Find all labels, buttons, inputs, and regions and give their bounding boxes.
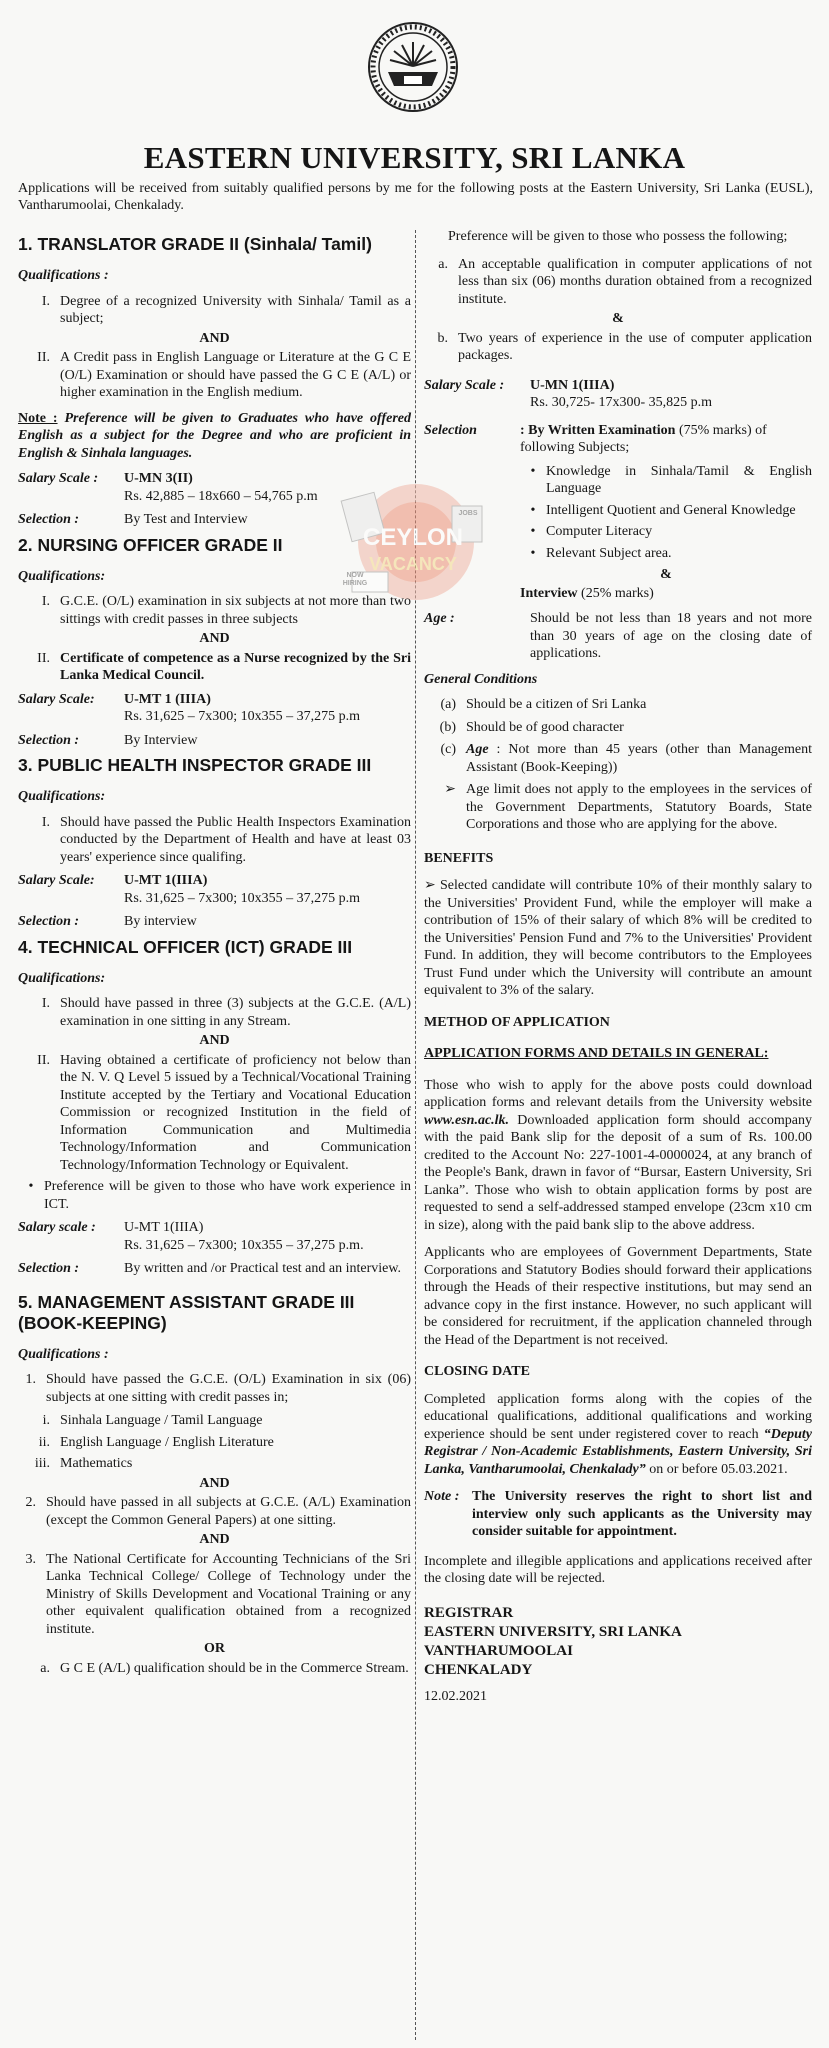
list-item (18, 1371, 411, 1406)
selection-label: Selection : (18, 1261, 80, 1276)
item-number: 2. (25, 1495, 36, 1510)
selection-row (424, 422, 812, 457)
watermark-tag-hiring: HIRING (342, 580, 368, 587)
item-number: a. (438, 256, 448, 272)
ampersand-separator: & (660, 567, 672, 582)
item-number: i. (42, 1413, 50, 1428)
list-item (424, 741, 812, 776)
closing-text-2: on or before 05.03.2021. (645, 1461, 788, 1477)
signature-line: EASTERN UNIVERSITY, SRI LANKA (424, 1623, 682, 1640)
item-text: A Credit pass in English Language or Literature at the G C E (O/L) Examination or should have passed the G C E (A/L) or higher examination in the English medium. (60, 350, 411, 400)
and-separator: AND (199, 330, 230, 346)
salary-label: Salary scale : (18, 1220, 96, 1235)
bullet-item (520, 523, 812, 541)
list-item (18, 349, 411, 402)
forms-text (424, 1077, 812, 1235)
item-text: Should have passed in three (3) subjects at the G.C.E. (A/L) examination in one sitting in any Stream. (60, 996, 411, 1029)
item-number: II. (37, 650, 50, 666)
post-public-health-inspector (18, 755, 411, 931)
selection-value: By Test and Interview (124, 512, 248, 527)
sub-item (18, 1455, 411, 1473)
note-label: Note : (18, 410, 58, 426)
item-number: (b) (439, 719, 456, 735)
subject-list (424, 463, 812, 603)
preference-text: Preference will be given to those who possess the following; (448, 229, 788, 244)
salary-value (124, 691, 411, 726)
bullet-text: Preference will be given to those who have work experience in ICT. (44, 1179, 411, 1212)
bullet-text: Relevant Subject area. (546, 545, 672, 561)
qualifications-label: Qualifications: (18, 568, 106, 584)
item-number: II. (37, 350, 50, 365)
bullet-text: Intelligent Quotient and General Knowledge (546, 502, 796, 518)
item-text: Two years of experience in the use of computer application packages. (458, 330, 812, 363)
forms-title: APPLICATION FORMS AND DETAILS IN GENERAL: (424, 1046, 769, 1061)
signature-line: CHENKALADY (424, 1661, 533, 1678)
post-title: 5. MANAGEMENT ASSISTANT GRADE III (BOOK-KEEPING) (18, 1291, 355, 1333)
salary-label: Salary Scale : (18, 471, 99, 486)
salary-amount: Rs. 30,725- 17x300- 35,825 p.m (530, 395, 712, 410)
item-text: English Language / English Literature (60, 1434, 274, 1450)
arrow-bullet-icon: ➢ (444, 782, 456, 797)
selection-row (18, 732, 411, 750)
list-item (424, 330, 812, 365)
ampersand-separator: & (612, 311, 624, 326)
item-number: I. (41, 814, 50, 830)
note-text: The University reserves the right to short list and interview only such applicants as the University may consider suitable for appointment. (472, 1489, 812, 1539)
list-item (424, 696, 812, 714)
interview-marks: (25% marks) (577, 585, 654, 601)
item-text: Degree of a recognized University with Sinhala/ Tamil as a subject; (60, 293, 411, 326)
note-row (424, 1488, 812, 1541)
list-item (424, 781, 812, 834)
salary-label: Salary Scale: (18, 873, 95, 888)
age-label: Age : (424, 611, 455, 626)
item-text: Should have passed in all subjects at G.C.E. (A/L) Examination (except the Common General Papers) at one sitting. (46, 1495, 411, 1528)
post-management-assistant (18, 1292, 411, 1678)
selection-method: : By Written Examination (520, 422, 676, 438)
item-text: Should have passed the Public Health Inspectors Examination conducted by the Department of Health and have at least 03 years' experience since qualifing. (60, 814, 411, 865)
signature-line: VANTHARUMOOLAI (424, 1642, 573, 1659)
bullet-icon: • (530, 524, 536, 539)
item-text: Certificate of competence as a Nurse recognized by the Sri Lanka Medical Council. (60, 650, 411, 683)
salary-row (18, 691, 411, 726)
salary-label: Salary Scale: (18, 691, 95, 707)
post-translator (18, 234, 411, 529)
watermark-line1: CEYLON (362, 524, 463, 551)
item-text: Sinhala Language / Tamil Language (60, 1413, 263, 1428)
issue-date: 12.02.2021 (424, 1688, 487, 1704)
post-title: 1. TRANSLATOR GRADE II (Sinhala/ Tamil) (18, 234, 372, 254)
item-number: II. (37, 1052, 50, 1068)
selection-value: By Interview (124, 732, 198, 748)
post-title: 2. NURSING OFFICER GRADE II (18, 534, 283, 555)
interview-label: Interview (520, 585, 578, 601)
watermark-tag-jobs: JOBS (458, 510, 478, 517)
age-row (424, 610, 812, 663)
qualifications-label: Qualifications : (18, 268, 109, 283)
salary-code: U-MN 1(IIIA) (530, 377, 615, 393)
list-item (18, 650, 411, 685)
or-separator: OR (204, 1641, 225, 1656)
bullet-item (18, 1178, 411, 1213)
bullet-text: Knowledge in Sinhala/Tamil & English Language (546, 463, 812, 496)
forms-text-1: Those who wish to apply for the above posts could download application forms and relevant details from the University website (424, 1077, 812, 1110)
selection-row (18, 1260, 411, 1278)
item-text: Age limit does not apply to the employees in the services of the Government Departments, Statutory Boards, State Corporations and those who are applying for the above. (466, 782, 812, 832)
selection-label: Selection (424, 422, 477, 438)
list-item (18, 1494, 411, 1529)
website-link[interactable]: www.esn.ac.lk. (424, 1112, 510, 1128)
salary-value (124, 1219, 411, 1254)
age-condition-label: Age (466, 742, 489, 757)
note-text: Preference will be given to Graduates who have offered English as a subject for the Degree and who are proficient in English & Sinhala languages. (18, 410, 411, 461)
salary-amount: Rs. 31,625 – 7x300; 10x355 – 37,275 p.m (124, 890, 361, 906)
closing-text (424, 1391, 812, 1479)
list-item (424, 256, 812, 309)
and-separator: AND (199, 631, 230, 646)
qualifications-label: Qualifications : (18, 1346, 109, 1362)
salary-code: U-MN 3(II) (124, 471, 193, 486)
age-condition-text: : Not more than 45 years (other than Management Assistant (Book-Keeping)) (466, 742, 812, 775)
item-text: Should be a citizen of Sri Lanka (466, 697, 647, 712)
list-item (18, 1551, 411, 1639)
list-item (18, 293, 411, 328)
post-technical-officer (18, 937, 411, 1278)
salary-row (18, 1219, 411, 1254)
item-number: a. (40, 1660, 50, 1676)
selection-label: Selection : (18, 512, 80, 527)
item-text: G.C.E. (O/L) examination in six subjects at not more than two sittings with credit passes in three subjects (60, 594, 411, 627)
age-value: Should be not less than 18 years and not more than 30 years of age on the closing date of applications. (530, 611, 812, 661)
interview-line (520, 585, 812, 603)
selection-row (18, 511, 411, 529)
bullet-item (520, 463, 812, 498)
list-item (424, 719, 812, 737)
item-number: I. (41, 293, 50, 309)
bullet-item (520, 545, 812, 563)
bullet-icon: • (28, 1179, 34, 1194)
closing-text-1: Completed application forms along with the copies of the educational qualifications, additional qualifications and working experience should be sent under registered cover to reach (424, 1391, 812, 1442)
bullet-text: Computer Literacy (546, 524, 653, 539)
salary-amount: Rs. 31,625 – 7x300; 10x355 – 37,275 p.m. (124, 1237, 364, 1253)
closing-title: CLOSING DATE (424, 1364, 530, 1379)
item-text: G C E (A/L) qualification should be in the Commerce Stream. (60, 1660, 409, 1676)
selection-detail: (75% marks) of following Subjects; (520, 422, 767, 455)
qualifications-label: Qualifications: (18, 970, 106, 986)
salary-code: U-MT 1(IIIA) (124, 873, 208, 888)
qualifications-label: Qualifications: (18, 789, 106, 804)
applicants-text: Applicants who are employees of Government Departments, State Corporations and Statutory Bodies should forward their applications through the Heads of their respective institutions, but may send an advance copy in the first instance. However, no such applicant will be considered for recruitment, if the application channeled through the Head of the Department is not received. (424, 1245, 812, 1348)
salary-amount: Rs. 31,625 – 7x300; 10x355 – 37,275 p.m (124, 709, 361, 724)
note-label: Note : (424, 1489, 460, 1504)
and-separator: AND (199, 1475, 230, 1491)
salary-amount: Rs. 42,885 – 18x660 – 54,765 p.m (124, 488, 318, 504)
post-title: 4. TECHNICAL OFFICER (ICT) GRADE III (18, 936, 353, 957)
forms-text-2: Downloaded application form should accompany with the paid Bank slip for the deposit of a sum of Rs. 100.00 credited to the Account No: 227-1001-4-0000024, at any branch of the People's Bank, drawn in favor of “Bursar, Eastern University, Sri Lanka”. Those who wish to obtain application forms by post are requested to send a self-addressed stamped envelope (23cm x10 cm in size), along with the paid bank slip to the above address. (424, 1112, 812, 1233)
bullet-icon: • (530, 502, 536, 518)
intro-paragraph: Applications will be received from suitably qualified persons by me for the following posts at the Eastern University, Sri Lanka (EUSL), Vantharumoolai, Chenkalady. (18, 181, 813, 213)
bullet-item (520, 502, 812, 520)
signature-line: REGISTRAR (424, 1604, 514, 1621)
salary-label: Salary Scale : (424, 377, 505, 393)
salary-code: U-MT 1(IIIA) (124, 1220, 204, 1235)
selection-row (18, 913, 411, 931)
method-title: METHOD OF APPLICATION (424, 1014, 610, 1030)
item-text (466, 741, 812, 776)
selection-value: By interview (124, 914, 197, 929)
right-column (424, 228, 812, 1705)
left-column (18, 228, 411, 1679)
salary-value (124, 872, 411, 907)
and-separator: AND (199, 1532, 230, 1547)
salary-code: U-MT 1 (IIIA) (124, 691, 211, 707)
selection-value: By written and /or Practical test and an interview. (124, 1261, 402, 1276)
selection-label: Selection : (18, 914, 80, 929)
list-item (18, 593, 411, 628)
benefits-text: ➢ Selected candidate will contribute 10% of their monthly salary to the Universities' Provident Fund, while the employer will make a contribution of 15% of their salary of which 8% will be credited to the Universities' Pension Fund and 7% to the Universities' Provident Fund. In addition, they will become contributors to the Employees Trust Fund under which the University will contribute an amount equivalent to 3% of the salary. (424, 878, 812, 998)
sub-item (18, 1434, 411, 1452)
item-text: Mathematics (60, 1456, 133, 1471)
item-text: Having obtained a certificate of proficiency not below than the N. V. Q Level 5 issued by a Technical/Vocational Training Institute accepted by the Tertiary and Vocational Education Commission or recognized Institution in the field of Information Communication and Multimedia Technology/Information and Communication Technology/Information Technology or Equivalent. (60, 1052, 411, 1173)
bullet-icon: • (530, 463, 536, 479)
post-nursing-officer (18, 535, 411, 750)
benefits-title: BENEFITS (424, 850, 494, 866)
item-text: Should be of good character (466, 719, 624, 735)
signature-block (424, 1604, 812, 1680)
item-text: The National Certificate for Accounting Technicians of the Sri Lanka Technical College/ College of Technology under the Ministry of Skills Development and Vocational Training or any other equivalent qualification obtained from a recognized institute. (46, 1551, 411, 1637)
page-title: EASTERN UNIVERSITY, SRI LANKA (143, 140, 686, 175)
salary-row (18, 470, 411, 505)
closing-address: “Deputy Registrar / Non-Academic Establishments, Eastern University, Sri Lanka, Vantharumoolai, Chenkalady” (424, 1426, 812, 1477)
salary-row (424, 377, 812, 412)
item-text: An acceptable qualification in computer applications of not less than six (06) months duration obtained from a recognized institute. (458, 256, 812, 307)
general-conditions-title: General Conditions (424, 671, 538, 687)
item-number: I. (41, 996, 50, 1011)
note (18, 410, 411, 463)
item-number: (a) (440, 697, 456, 712)
salary-row (18, 872, 411, 907)
university-crest-logo (366, 20, 460, 114)
watermark-line2: VACANCY (369, 554, 457, 574)
selection-label: Selection : (18, 732, 80, 748)
watermark-tag-now: NOW (346, 572, 364, 579)
list-item (18, 1052, 411, 1175)
sub-item (18, 1660, 411, 1678)
list-item (18, 995, 411, 1030)
list-item (18, 814, 411, 867)
sub-item (18, 1412, 411, 1430)
post-title: 3. PUBLIC HEALTH INSPECTOR GRADE III (18, 755, 372, 775)
item-number: iii. (34, 1456, 50, 1471)
salary-value (530, 377, 812, 412)
bullet-icon: • (530, 545, 536, 561)
item-number: (c) (440, 742, 456, 757)
salary-value (124, 470, 411, 505)
item-number: 1. (25, 1372, 36, 1387)
incomplete-text: Incomplete and illegible applications and applications received after the closing date will be rejected. (424, 1553, 812, 1586)
item-text: Should have passed the G.C.E. (O/L) Examination in six (06) subjects at one sitting with credit passes in; (46, 1372, 411, 1405)
item-number: I. (41, 594, 50, 609)
item-number: ii. (38, 1434, 50, 1450)
item-number: b. (437, 330, 448, 346)
item-number: 3. (25, 1551, 36, 1567)
and-separator: AND (199, 1033, 230, 1048)
selection-value (520, 422, 812, 457)
